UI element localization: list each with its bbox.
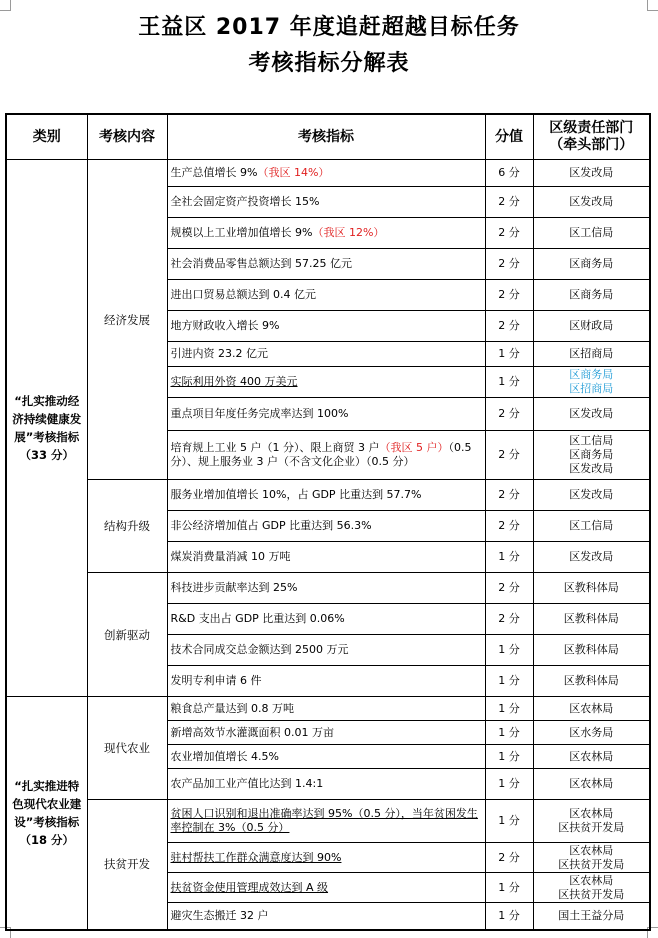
indicator-cell [167,249,485,280]
table-row [6,800,650,843]
score-cell: 2 分 [485,604,533,635]
dept-name: 区工信局 [569,519,614,532]
dept-name: 区扶贫开发局 [558,857,625,871]
dept-cell [533,873,650,903]
indicator-cell [167,635,485,666]
dept-name: 区发改局 [569,407,614,420]
indicator-cell [167,800,485,843]
dept-name: 区招商局 [569,382,614,395]
score-cell: 2 分 [485,249,533,280]
indicator-text: 驻村帮扶工作群众满意度达到 90% [170,850,342,864]
content-cell: 结构升级 [87,480,167,573]
category-cell: “扎实推进特色现代农业建设”考核指标（18 分） [6,697,87,930]
indicator-text: 规模以上工业增加值增长 9% [170,226,313,239]
dept-name: 区发改局 [569,550,614,563]
indicator-text: 生产总值增长 9% [170,166,258,179]
score-cell: 1 分 [485,697,533,721]
table-row [6,573,650,604]
indicator-text: 实际利用外资 400 万美元 [170,375,298,388]
indicator-text: （我区 5 户） [379,441,449,454]
dept-cell [533,666,650,697]
score-cell: 1 分 [485,800,533,843]
dept-cell [533,745,650,769]
indicator-cell [167,697,485,721]
indicator-cell [167,280,485,311]
dept-cell [533,511,650,542]
dept-cell [533,800,650,843]
dept-name: 区农林局 [569,873,614,887]
score-cell: 2 分 [485,431,533,480]
score-cell: 2 分 [485,480,533,511]
indicator-text: 技术合同成交总金额达到 2500 万元 [170,643,349,656]
indicator-text: 粮食总产量达到 0.8 万吨 [170,701,294,715]
dept-name: 区水务局 [569,725,614,739]
indicator-cell [167,542,485,573]
indicator-cell [167,398,485,431]
score-cell: 1 分 [485,666,533,697]
table-row [6,697,650,721]
score-cell: 2 分 [485,573,533,604]
indicator-text: 贫困人口识别和退出准确率达到 95%（0.5 分），当年贫困发生率控制在 3%（0.5 分） [170,807,478,834]
dept-name: 区教科体局 [563,643,619,656]
indicator-text: （0.5 分）、规上服务业 3 户（不含文化企业）（0.5 分） [170,441,472,468]
dept-name: 区农林局 [569,807,614,820]
assessment-table [5,113,651,931]
dept-name: 区农林局 [569,777,614,790]
score-cell: 1 分 [485,367,533,398]
indicator-cell [167,666,485,697]
dept-name: 区招商局 [569,347,614,360]
score-cell: 2 分 [485,187,533,218]
score-cell: 1 分 [485,903,533,930]
indicator-text: 培育规上工业 5 户（1 分）、限上商贸 3 户 [170,441,380,454]
score-cell: 1 分 [485,721,533,745]
dept-cell [533,542,650,573]
indicator-cell [167,311,485,342]
dept-cell [533,697,650,721]
dept-name: 区发改局 [569,195,614,208]
dept-cell [533,280,650,311]
score-cell: 2 分 [485,843,533,873]
dept-cell [533,398,650,431]
indicator-cell [167,604,485,635]
score-cell: 2 分 [485,218,533,249]
dept-cell [533,218,650,249]
dept-name: 区发改局 [569,462,614,475]
dept-cell [533,573,650,604]
dept-cell [533,769,650,800]
dept-cell [533,187,650,218]
indicator-text: （我区 14%） [257,166,330,179]
indicator-text: 扶贫资金使用管理成效达到 A 级 [170,880,329,894]
indicator-text: 非公经济增加值占 GDP 比重达到 56.3% [170,519,372,532]
dept-name: 区教科体局 [563,581,619,594]
dept-name: 区发改局 [569,488,614,501]
dept-name: 区工信局 [569,434,614,447]
dept-name: 区工信局 [569,226,614,239]
indicator-text: 农产品加工业产值比达到 1.4:1 [170,777,324,790]
dept-name: 区扶贫开发局 [558,887,625,901]
dept-cell [533,431,650,480]
indicator-cell [167,218,485,249]
score-cell: 1 分 [485,873,533,903]
dept-name: 区财政局 [569,319,614,332]
table-body [6,160,650,930]
dept-cell [533,635,650,666]
indicator-text: 避灾生态搬迁 32 户 [170,908,269,922]
header-indicator: 考核指标 [167,114,485,160]
header-category: 类别 [6,114,87,160]
header-score: 分值 [485,114,533,160]
dept-name: 区扶贫开发局 [558,821,625,834]
indicator-cell [167,745,485,769]
content-cell: 扶贫开发 [87,800,167,930]
indicator-text: R&D 支出占 GDP 比重达到 0.06% [170,612,345,625]
indicator-text: 农业增加值增长 4.5% [170,749,279,763]
dept-cell [533,843,650,873]
dept-cell [533,249,650,280]
indicator-text: 重点项目年度任务完成率达到 100% [170,407,349,420]
dept-cell [533,311,650,342]
score-cell: 1 分 [485,769,533,800]
document-title: 王益区 2017 年度追赶超越目标任务 [138,15,520,40]
indicator-text: 地方财政收入增长 9% [170,319,280,332]
dept-cell [533,342,650,367]
score-cell: 1 分 [485,745,533,769]
document-subtitle: 考核指标分解表 [248,51,410,76]
dept-name: 区农林局 [569,749,614,763]
content-cell: 创新驱动 [87,573,167,697]
header-content: 考核内容 [87,114,167,160]
indicator-text: 服务业增加值增长 10%，占 GDP 比重达到 57.7% [170,488,422,501]
dept-name: 区商务局 [569,448,614,461]
indicator-text: 社会消费品零售总额达到 57.25 亿元 [170,257,352,270]
indicator-text: 煤炭消费量消减 10 万吨 [170,550,291,563]
score-cell: 6 分 [485,160,533,187]
score-cell: 1 分 [485,635,533,666]
table-row [6,160,650,187]
indicator-text: 全社会固定资产投资增长 15% [170,195,320,208]
indicator-text: 发明专利申请 6 件 [170,674,262,687]
dept-cell [533,903,650,930]
dept-cell [533,367,650,398]
dept-cell [533,604,650,635]
indicator-cell [167,721,485,745]
indicator-cell [167,480,485,511]
indicator-text: 新增高效节水灌溉面积 0.01 万亩 [170,725,334,739]
dept-name: 区商务局 [569,368,614,381]
header-dept: 区级责任部门（牵头部门） [533,114,650,160]
dept-name: 区农林局 [569,843,614,857]
dept-name: 区发改局 [569,166,614,179]
indicator-cell [167,903,485,930]
indicator-cell [167,187,485,218]
score-cell: 2 分 [485,311,533,342]
category-cell: “扎实推动经济持续健康发展”考核指标（33 分） [6,160,87,697]
score-cell: 2 分 [485,398,533,431]
indicator-cell [167,367,485,398]
score-cell: 2 分 [485,511,533,542]
indicator-cell [167,511,485,542]
dept-name: 区农林局 [569,701,614,715]
content-cell: 经济发展 [87,160,167,480]
score-cell: 2 分 [485,280,533,311]
dept-name: 区教科体局 [563,612,619,625]
table-header-row [6,114,650,160]
indicator-cell [167,769,485,800]
table-row [6,480,650,511]
indicator-text: 进出口贸易总额达到 0.4 亿元 [170,288,316,301]
score-cell: 1 分 [485,342,533,367]
dept-cell [533,160,650,187]
indicator-text: （我区 12%） [312,226,385,239]
content-cell: 现代农业 [87,697,167,800]
dept-name: 区教科体局 [563,674,619,687]
indicator-cell [167,573,485,604]
indicator-cell [167,160,485,187]
score-cell: 1 分 [485,542,533,573]
dept-cell [533,721,650,745]
indicator-cell [167,431,485,480]
indicator-text: 科技进步贡献率达到 25% [170,581,298,594]
indicator-cell [167,873,485,903]
indicator-text: 引进内资 23.2 亿元 [170,347,268,360]
indicator-cell [167,342,485,367]
indicator-cell [167,843,485,873]
dept-cell [533,480,650,511]
dept-name: 区商务局 [569,288,614,301]
dept-name: 国土王益分局 [558,908,625,922]
dept-name: 区商务局 [569,257,614,270]
